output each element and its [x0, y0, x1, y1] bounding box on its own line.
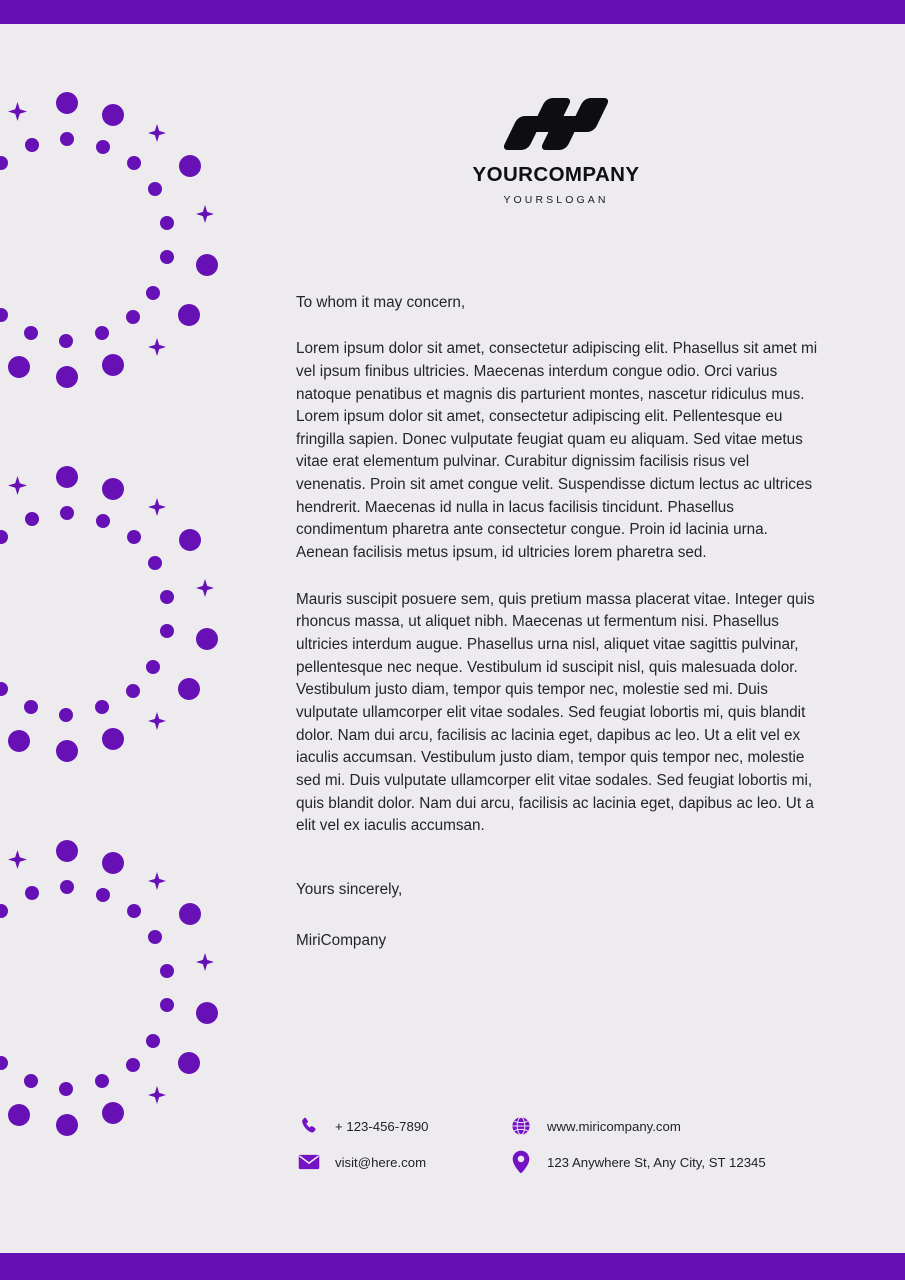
- pattern-dot-shape: [196, 1002, 218, 1024]
- letterhead-body: [296, 0, 820, 952]
- pattern-dot-shape: [59, 708, 73, 722]
- pattern-dot-shape: [127, 530, 141, 544]
- pattern-star-shape: [148, 124, 166, 142]
- pattern-dot-shape: [160, 964, 174, 978]
- dot-motif-group: [0, 464, 260, 844]
- letter-paragraph-2: Mauris suscipit posuere sem, quis pretium massa placerat vitae. Integer quis rhoncus massa, ut aliquet nibh. Maecenas ut fermentum nisi. Phasellus ultricies interdum augue. Phasellus urna nisl, aliquet vitae sagittis pulvinar, pellentesque nec neque. Vestibulum id suscipit nisl, quis malesuada dolor. Vestibulum justo diam, tempor quis tempor nec, molestie sed mi. Duis vulputate ullamcorper elit vitae sodales. Sed feugiat lobortis mi, quis blandit dolor. Nam dui arcu, facilisis ac lacinia eget, dapibus ac leo. Ut a elit vel ex iaculis accumsan. Vestibulum justo diam, tempor quis tempor nec, molestie sed mi. Duis vulputate ullamcorper elit vitae sodales. Sed feugiat lobortis mi, quis blandit dolor. Nam dui arcu, facilisis ac lacinia eget, dapibus ac leo. Ut a elit vel ex iaculis accumsan.: [296, 590, 815, 835]
- pattern-dot-shape: [102, 478, 124, 500]
- contact-website[interactable]: [508, 1113, 828, 1139]
- pattern-dot-shape: [146, 286, 160, 300]
- contact-address[interactable]: [508, 1149, 828, 1175]
- pattern-dot-shape: [0, 682, 8, 696]
- pattern-dot-shape: [126, 1058, 140, 1072]
- pattern-dot-shape: [56, 1114, 78, 1136]
- pattern-dot-shape: [56, 92, 78, 114]
- pattern-dot-shape: [60, 132, 74, 146]
- contact-phone[interactable]: [296, 1113, 508, 1139]
- pattern-dot-shape: [0, 530, 8, 544]
- pattern-star-shape: [148, 1086, 166, 1104]
- website-value: www.miricompany.com: [547, 1118, 681, 1134]
- bottom-accent-bar: [0, 1253, 905, 1280]
- pattern-dot-shape: [8, 356, 30, 378]
- pattern-dot-shape: [127, 156, 141, 170]
- pattern-dot-shape: [95, 1074, 109, 1088]
- pattern-dot-shape: [178, 304, 200, 326]
- pattern-dot-shape: [126, 310, 140, 324]
- pattern-dot-shape: [148, 930, 162, 944]
- dot-motif-group: [0, 90, 260, 470]
- pattern-dot-shape: [56, 840, 78, 862]
- pattern-dot-shape: [179, 155, 201, 177]
- pattern-dot-shape: [178, 678, 200, 700]
- pattern-star-shape: [148, 712, 166, 730]
- pattern-dot-shape: [148, 556, 162, 570]
- pattern-dot-shape: [0, 1056, 8, 1070]
- pattern-star-shape: [196, 579, 214, 597]
- pattern-dot-shape: [24, 700, 38, 714]
- contact-row: [296, 1108, 836, 1144]
- pattern-dot-shape: [25, 512, 39, 526]
- pattern-dot-shape: [25, 138, 39, 152]
- pattern-dot-shape: [59, 334, 73, 348]
- pattern-dot-shape: [25, 886, 39, 900]
- company-name: YOURCOMPANY: [472, 163, 640, 186]
- pattern-dot-shape: [95, 326, 109, 340]
- pattern-dot-shape: [102, 104, 124, 126]
- pattern-dot-shape: [102, 852, 124, 874]
- pattern-dot-shape: [60, 880, 74, 894]
- pattern-dot-shape: [8, 730, 30, 752]
- pattern-dot-shape: [96, 514, 110, 528]
- letter-signature: MiriCompany: [296, 931, 387, 949]
- pattern-star-shape: [8, 476, 27, 495]
- pattern-dot-shape: [196, 254, 218, 276]
- email-value: visit@here.com: [335, 1154, 427, 1170]
- footer-contact-block: [296, 1108, 836, 1180]
- pattern-dot-shape: [56, 740, 78, 762]
- pattern-dot-shape: [0, 156, 8, 170]
- letter-salutation: To whom it may concern,: [296, 293, 466, 311]
- pattern-star-shape: [8, 850, 27, 869]
- pattern-dot-shape: [160, 590, 174, 604]
- pattern-dot-shape: [56, 366, 78, 388]
- pattern-dot-shape: [95, 700, 109, 714]
- pattern-dot-shape: [60, 506, 74, 520]
- pattern-dot-shape: [127, 904, 141, 918]
- pattern-dot-shape: [96, 888, 110, 902]
- dot-motif-group: [0, 838, 260, 1218]
- contact-row: [296, 1144, 836, 1180]
- pattern-dot-shape: [160, 250, 174, 264]
- contact-email[interactable]: [296, 1149, 508, 1175]
- pattern-dot-shape: [96, 140, 110, 154]
- pattern-star-shape: [8, 102, 27, 121]
- phone-icon: [296, 1113, 322, 1139]
- letter-closing: Yours sincerely,: [296, 880, 403, 898]
- pattern-dot-shape: [56, 466, 78, 488]
- company-slogan: YOURSLOGAN: [503, 193, 609, 206]
- letter-content: [296, 292, 820, 953]
- pattern-dot-shape: [146, 660, 160, 674]
- pattern-dot-shape: [146, 1034, 160, 1048]
- letterhead-header: [296, 0, 816, 206]
- company-logo-icon: [508, 98, 604, 150]
- pattern-dot-shape: [160, 998, 174, 1012]
- pattern-dot-shape: [24, 1074, 38, 1088]
- pattern-star-shape: [148, 872, 166, 890]
- pattern-dot-shape: [0, 904, 8, 918]
- pattern-dot-shape: [148, 182, 162, 196]
- pattern-star-shape: [148, 338, 166, 356]
- location-pin-icon: [508, 1149, 534, 1175]
- pattern-dot-shape: [179, 529, 201, 551]
- pattern-star-shape: [148, 498, 166, 516]
- pattern-dot-shape: [8, 1104, 30, 1126]
- pattern-dot-shape: [126, 684, 140, 698]
- pattern-dot-shape: [179, 903, 201, 925]
- globe-icon: [508, 1113, 534, 1139]
- pattern-dot-shape: [102, 1102, 124, 1124]
- pattern-dot-shape: [0, 308, 8, 322]
- pattern-dot-shape: [196, 628, 218, 650]
- pattern-dot-shape: [24, 326, 38, 340]
- pattern-star-shape: [196, 205, 214, 223]
- address-value: 123 Anywhere St, Any City, ST 12345: [547, 1154, 766, 1170]
- pattern-dot-shape: [160, 216, 174, 230]
- pattern-star-shape: [196, 953, 214, 971]
- letter-paragraph-1: Lorem ipsum dolor sit amet, consectetur adipiscing elit. Phasellus sit amet mi vel ipsum finibus ultricies. Maecenas interdum congue odio. Orci varius natoque penatibus et magnis dis parturient montes, nascetur ridiculus mus. Lorem ipsum dolor sit amet, consectetur adipiscing elit. Pellentesque eu fringilla sapien. Donec vulputate feugiat quam eu aliquam. Sed vitae metus vitae erat elementum pulvinar. Curabitur dignissim facilisis risus vel venenatis. Proin sit amet congue velit. Suspendisse dictum lectus ac ultrices hendrerit. Maecenas id nulla in lacus facilisis tincidunt. Phasellus condimentum pharetra ante consectetur congue. Proin id lacinia urna. Aenean facilisis metus ipsum, id ultricies lorem pharetra sed.: [296, 340, 818, 562]
- pattern-dot-shape: [178, 1052, 200, 1074]
- phone-value: + 123-456-7890: [335, 1118, 429, 1134]
- pattern-dot-shape: [160, 624, 174, 638]
- pattern-dot-shape: [102, 354, 124, 376]
- envelope-icon: [296, 1149, 322, 1175]
- pattern-dot-shape: [59, 1082, 73, 1096]
- pattern-dot-shape: [102, 728, 124, 750]
- decorative-dot-pattern: [0, 24, 260, 1253]
